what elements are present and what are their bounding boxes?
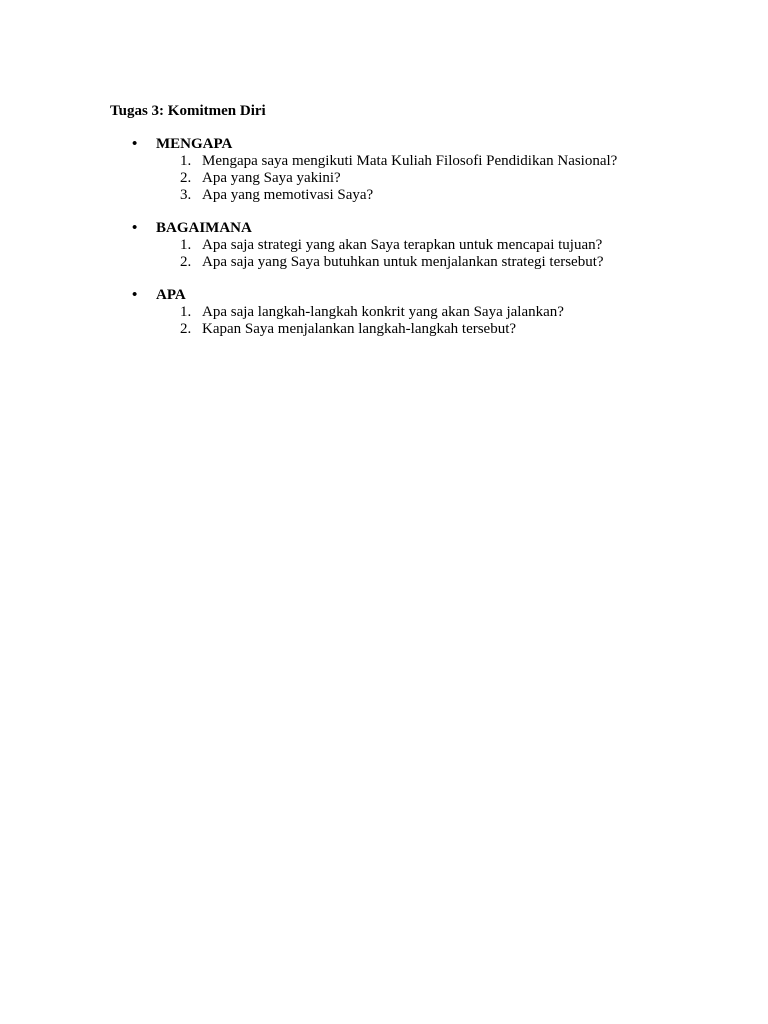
- bullet-icon: •: [132, 287, 138, 303]
- list-item: [110, 304, 730, 321]
- list-item-text: Apa saja strategi yang akan Saya terapkan untuk mencapai tujuan?: [202, 237, 603, 253]
- list-item-text: Apa yang memotivasi Saya?: [202, 187, 374, 203]
- list-item-text: Apa saja yang Saya butuhkan untuk menjalankan strategi tersebut?: [202, 254, 604, 270]
- list-number: 1.: [180, 153, 192, 169]
- section-apa: [110, 286, 730, 338]
- list-number: 1.: [180, 237, 192, 253]
- list-item: [110, 254, 730, 271]
- list-item-text: Apa saja langkah-langkah konkrit yang akan Saya jalankan?: [202, 304, 564, 320]
- list-item: [110, 153, 730, 170]
- document-title: Tugas 3: Komitmen Diri: [110, 103, 266, 119]
- list-number: 3.: [180, 187, 192, 203]
- section-heading: BAGAIMANA: [156, 220, 252, 236]
- bullet-icon: •: [132, 220, 138, 236]
- section-heading: APA: [156, 287, 186, 303]
- list-item-text: Kapan Saya menjalankan langkah-langkah tersebut?: [202, 321, 517, 337]
- bullet-icon: •: [132, 136, 138, 152]
- list-number: 2.: [180, 254, 192, 270]
- section-heading: MENGAPA: [156, 136, 233, 152]
- section-bagaimana: [110, 219, 730, 271]
- list-item: [110, 321, 730, 338]
- list-item: [110, 187, 730, 204]
- section-mengapa: [110, 135, 730, 204]
- list-item: [110, 170, 730, 187]
- list-item-text: Mengapa saya mengikuti Mata Kuliah Filosofi Pendidikan Nasional?: [202, 153, 618, 169]
- list-number: 2.: [180, 170, 192, 186]
- numbered-list: [110, 304, 730, 338]
- numbered-list: [110, 153, 730, 204]
- list-item: [110, 237, 730, 254]
- list-item-text: Apa yang Saya yakini?: [202, 170, 341, 186]
- numbered-list: [110, 237, 730, 271]
- list-number: 2.: [180, 321, 192, 337]
- list-number: 1.: [180, 304, 192, 320]
- document-page: [110, 101, 730, 353]
